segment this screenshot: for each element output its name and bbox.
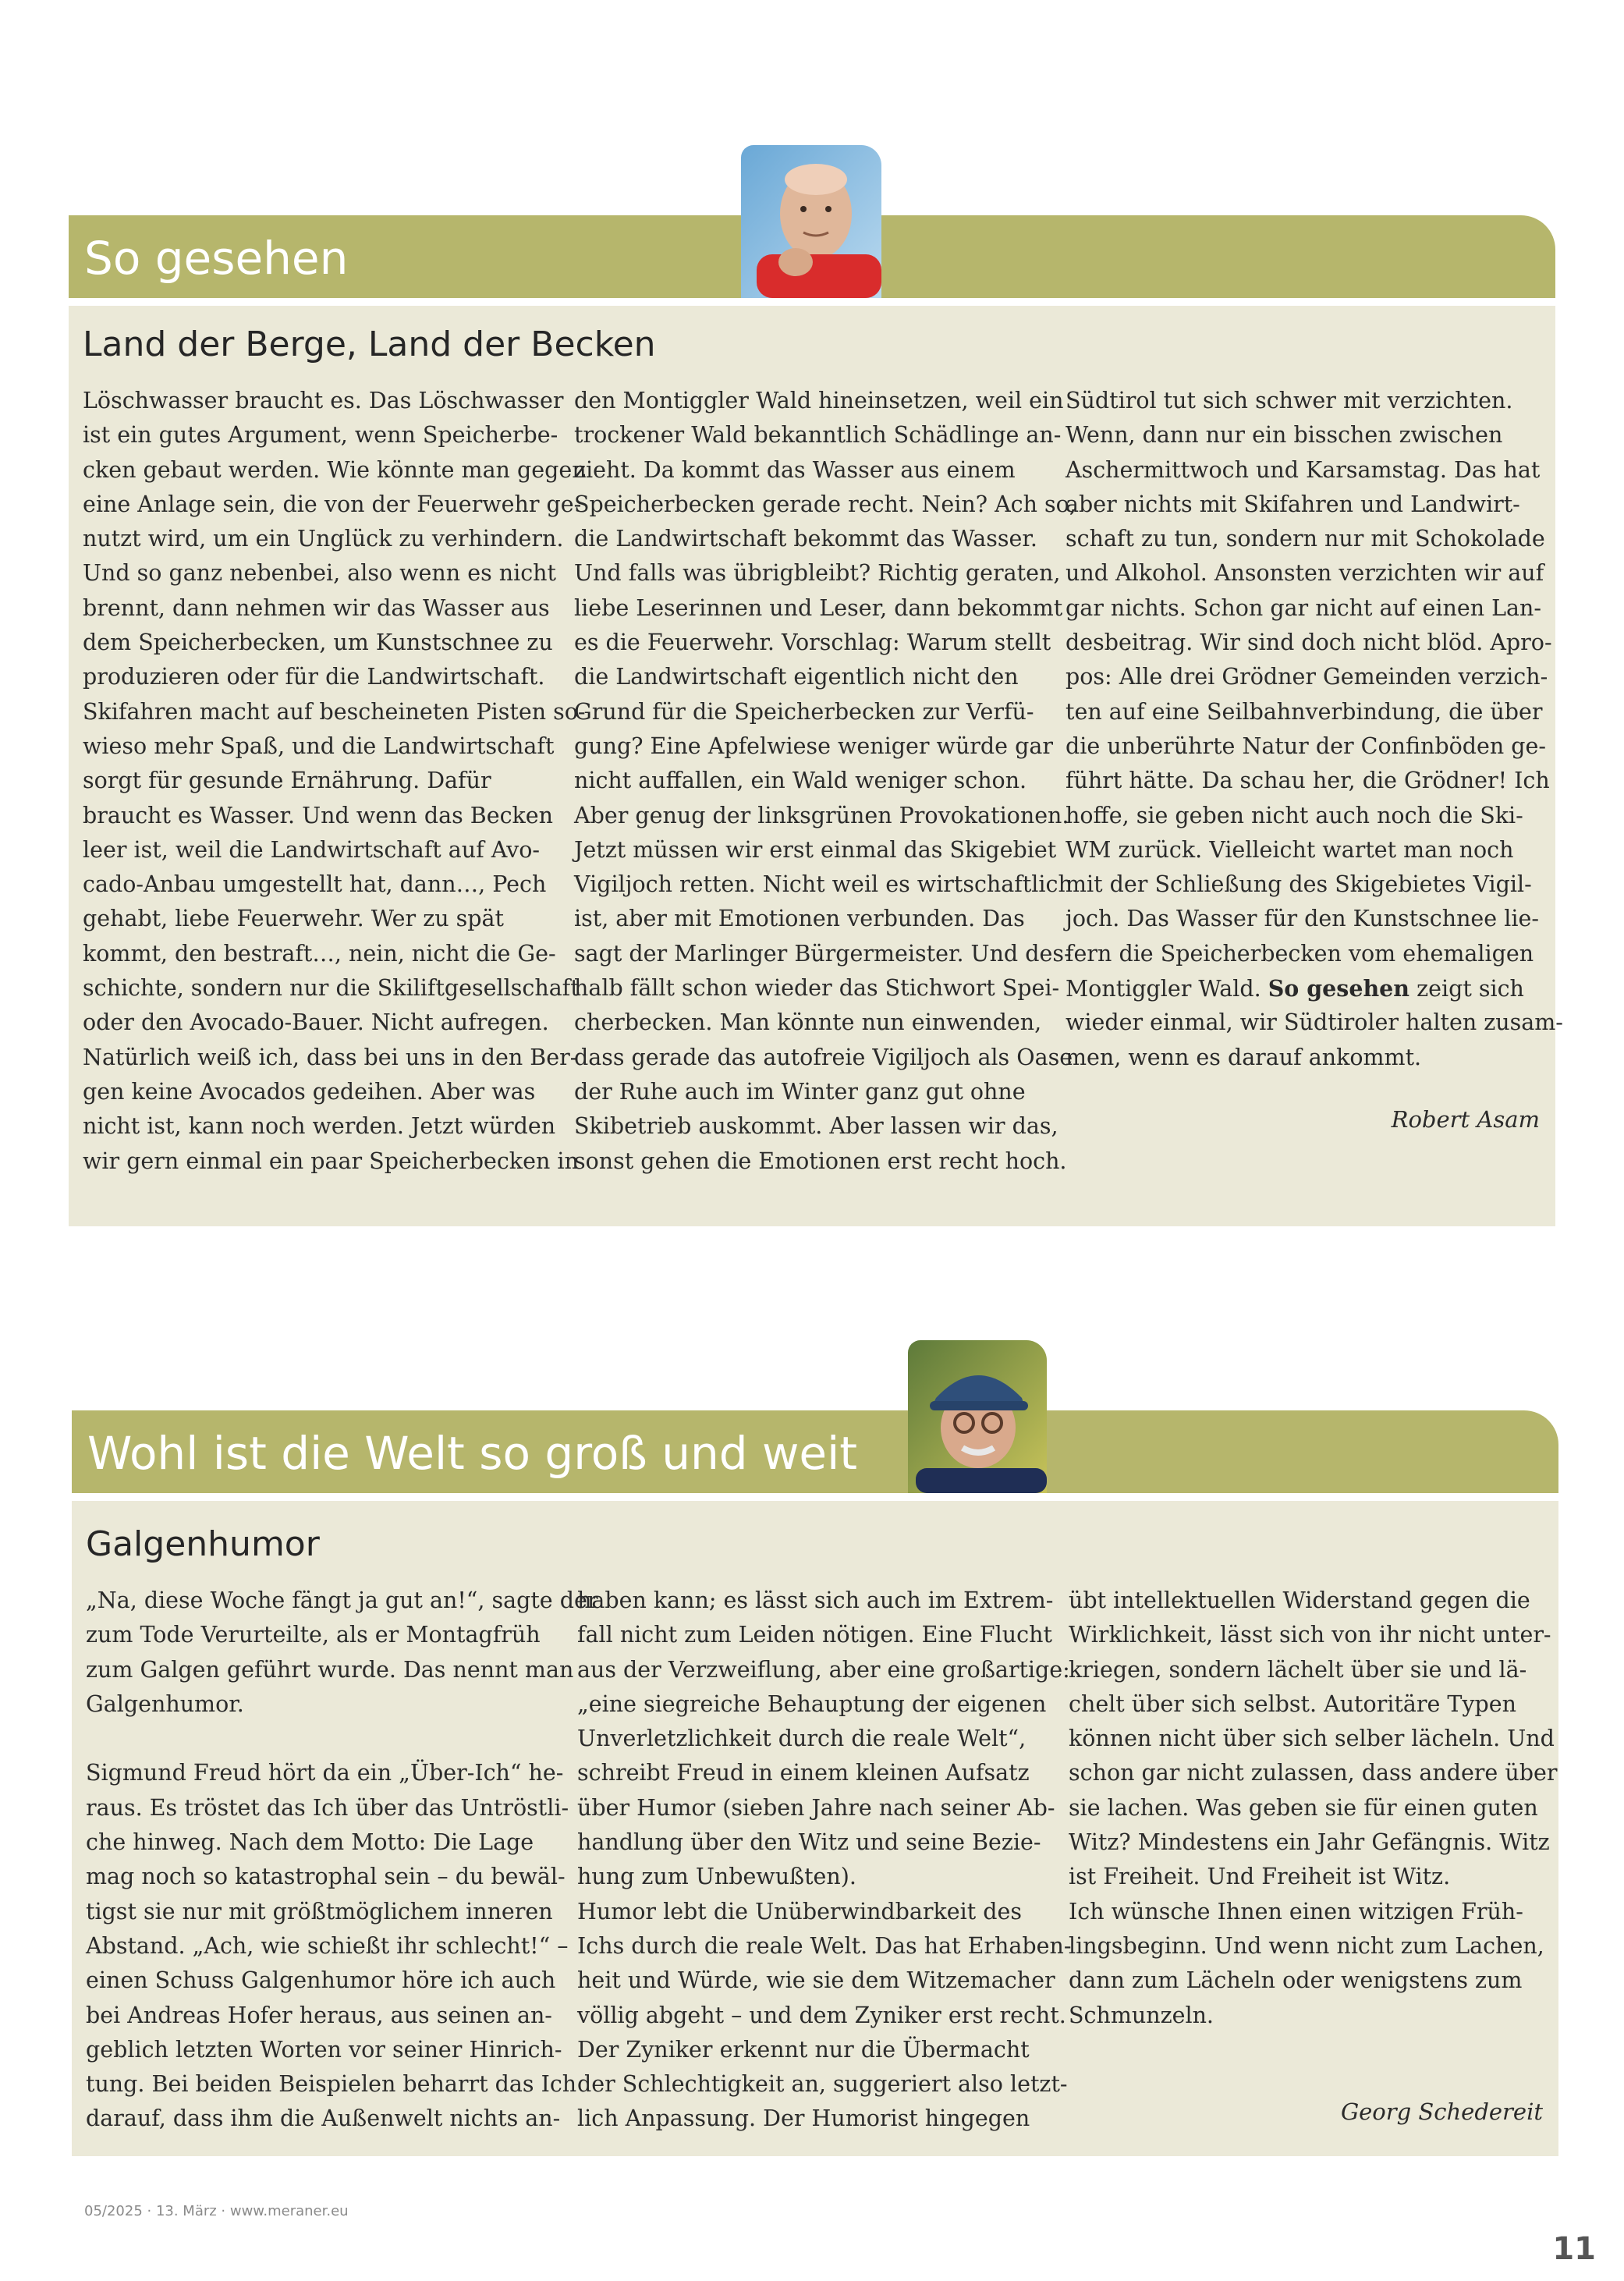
text-line: chelt über sich selbst. Autoritäre Typen <box>1069 1690 1516 1717</box>
text-fragment: Montiggler Wald. <box>1066 976 1268 1002</box>
text-line: es die Feuerwehr. Vorschlag: Warum stellt <box>574 630 1051 656</box>
text-line: Unverletzlichkeit durch die reale Welt“, <box>577 1726 1027 1752</box>
text-line: ten auf eine Seilbahnverbindung, die über <box>1066 698 1543 725</box>
text-line: che hinweg. Nach dem Motto: Die Lage <box>86 1829 534 1856</box>
text-line: sagt der Marlinger Bürgermeister. Und des- <box>574 940 1072 967</box>
text-line: fall nicht zum Leiden nötigen. Eine Flucht <box>577 1622 1052 1648</box>
text-line: cherbecken. Man könnte nun einwenden, <box>574 1009 1042 1036</box>
text-line: führt hätte. Da schau her, die Grödner! Ich <box>1066 768 1550 794</box>
text-line: schon gar nicht zulassen, dass andere über <box>1069 1760 1558 1786</box>
text-column-3 <box>1069 1584 1558 2033</box>
text-line: cado-Anbau umgestellt hat, dann…, Pech <box>83 871 547 898</box>
text-line: gehabt, liebe Feuerwehr. Wer zu spät <box>83 906 504 932</box>
text-line: fern die Speicherbecken vom ehemaligen <box>1066 940 1534 967</box>
text-line: Skifahren macht auf bescheineten Pisten so- <box>83 698 586 725</box>
author-name: Georg Schedereit <box>1340 2098 1543 2125</box>
text-line: men, wenn es darauf ankommt. <box>1066 1044 1422 1070</box>
text-line: sie lachen. Was geben sie für einen guten <box>1069 1794 1538 1821</box>
text-line: zum Galgen geführt wurde. Das nennt man <box>86 1656 574 1683</box>
text-line: kommt, den bestraft…, nein, nicht die Ge- <box>83 940 556 967</box>
text-line: tung. Bei beiden Beispielen beharrt das Ich <box>86 2071 577 2098</box>
text-line: die Landwirtschaft eigentlich nicht den <box>574 664 1019 690</box>
text-line: Wirklichkeit, lässt sich von ihr nicht unter- <box>1069 1622 1551 1648</box>
header-divider <box>72 1493 1558 1501</box>
text-line: oder den Avocado-Bauer. Nicht aufregen. <box>83 1009 549 1036</box>
text-line: wieder einmal, wir Südtiroler halten zusam- <box>1066 1009 1563 1036</box>
text-line: Speicherbecken gerade recht. Nein? Ach so, <box>574 491 1076 517</box>
article-headline: Land der Berge, Land der Becken <box>83 325 656 364</box>
text-line: joch. Das Wasser für den Kunstschnee lie- <box>1066 906 1539 932</box>
issue-info: 05/2025 · 13. März · www.meraner.eu <box>84 2203 349 2219</box>
text-line: liebe Leserinnen und Leser, dann bekommt <box>574 594 1063 621</box>
text-line: wir gern einmal ein paar Speicherbecken in <box>83 1148 579 1174</box>
text-line: kriegen, sondern lächelt über sie und lä- <box>1069 1656 1527 1683</box>
text-line: ist ein gutes Argument, wenn Speicherbe- <box>83 422 558 449</box>
text-line: Grund für die Speicherbecken zur Verfü- <box>574 698 1034 725</box>
text-line: ist Freiheit. Und Freiheit ist Witz. <box>1069 1864 1451 1890</box>
text-line: Und so ganz nebenbei, also wenn es nicht <box>83 560 556 587</box>
text-line: Aber genug der linksgrünen Provokationen. <box>574 802 1069 828</box>
text-column-3 <box>1066 384 1563 1075</box>
text-line: Wenn, dann nur ein bisschen zwischen <box>1066 422 1503 449</box>
text-line <box>86 1722 555 1756</box>
text-line: sonst gehen die Emotionen erst recht hoch. <box>574 1148 1067 1174</box>
text-line: Natürlich weiß ich, dass bei uns in den Ber- <box>83 1044 578 1070</box>
text-line: Abstand. „Ach, wie schießt ihr schlecht!“ – <box>86 1932 569 1959</box>
text-line: braucht es Wasser. Und wenn das Becken <box>83 802 554 828</box>
text-line: hoffe, sie geben nicht auch noch die Ski- <box>1066 802 1523 828</box>
text-column-1 <box>86 1584 598 2137</box>
text-line: Löschwasser braucht es. Das Löschwasser <box>83 388 564 413</box>
text-line: völlig abgeht – und dem Zyniker erst recht. <box>577 2002 1066 2028</box>
text-line: übt intellektuellen Widerstand gegen die <box>1069 1587 1530 1613</box>
text-line: Galgenhumor. <box>86 1690 244 1717</box>
author-photo <box>908 1340 1047 1493</box>
text-line: gar nichts. Schon gar nicht auf einen Lan- <box>1066 594 1542 621</box>
text-line: mit der Schließung des Skigebietes Vigil- <box>1066 871 1532 898</box>
text-line: Vigiljoch retten. Nicht weil es wirtschaftlich <box>574 871 1073 898</box>
text-column-1 <box>83 384 587 1179</box>
text-column-2 <box>574 384 1076 1179</box>
text-line: die Landwirtschaft bekommt das Wasser. <box>574 526 1037 552</box>
text-line: geblich letzten Worten vor seiner Hinrich- <box>86 2036 562 2063</box>
text-line: nutzt wird, um ein Unglück zu verhindern. <box>83 526 564 552</box>
text-line: lich Anpassung. Der Humorist hingegen <box>577 2105 1030 2132</box>
text-line: hung zum Unbewußten). <box>577 1864 856 1890</box>
text-line: haben kann; es lässt sich auch im Extrem- <box>577 1587 1054 1613</box>
text-line: und Alkohol. Ansonsten verzichten wir auf <box>1066 560 1544 587</box>
text-line: sorgt für gesunde Ernährung. Dafür <box>83 768 491 794</box>
text-line: nicht auffallen, ein Wald weniger schon. <box>574 768 1027 794</box>
column-name-emphasis: So gesehen <box>1268 975 1410 1002</box>
text-fragment: zeigt sich <box>1409 976 1524 1002</box>
text-line: bei Andreas Hofer heraus, aus seinen an- <box>86 2002 552 2028</box>
text-line: einen Schuss Galgenhumor höre ich auch <box>86 1967 556 1994</box>
text-line <box>1066 971 1535 1006</box>
text-line: Der Zyniker erkennt nur die Übermacht <box>577 2036 1030 2063</box>
text-line: dann zum Lächeln oder wenigstens zum <box>1069 1967 1523 1994</box>
text-line: die unberührte Natur der Confinböden ge- <box>1066 733 1547 759</box>
text-line: handlung über den Witz und seine Bezie- <box>577 1829 1041 1856</box>
text-line: zum Tode Verurteilte, als er Montagfrüh <box>86 1622 541 1648</box>
text-line: brennt, dann nehmen wir das Wasser aus <box>83 594 550 621</box>
text-line: mag noch so katastrophal sein – du bewäl- <box>86 1864 566 1890</box>
text-line: WM zurück. Vielleicht wartet man noch <box>1066 836 1514 863</box>
text-line: den Montiggler Wald hineinsetzen, weil ein <box>574 388 1064 413</box>
article-body <box>83 384 1563 1203</box>
text-line: Ich wünsche Ihnen einen witzigen Früh- <box>1069 1898 1523 1924</box>
author-photo <box>741 145 881 298</box>
text-line: Und falls was übrigbleibt? Richtig geraten, <box>574 560 1061 587</box>
text-line: Witz? Mindestens ein Jahr Gefängnis. Witz <box>1069 1829 1550 1856</box>
text-line: lingsbeginn. Und wenn nicht zum Lachen, <box>1069 1932 1544 1959</box>
text-line: eine Anlage sein, die von der Feuerwehr ge- <box>83 491 582 517</box>
text-line: wieso mehr Spaß, und die Landwirtschaft <box>83 733 555 759</box>
author-name: Robert Asam <box>1391 1106 1540 1133</box>
text-line: nicht ist, kann noch werden. Jetzt würden <box>83 1113 556 1140</box>
text-line: Skibetrieb auskommt. Aber lassen wir das, <box>574 1113 1058 1140</box>
text-line: ist, aber mit Emotionen verbunden. Das <box>574 906 1025 932</box>
text-line: aus der Verzweiflung, aber eine großartige: <box>577 1656 1070 1683</box>
text-line: Ichs durch die reale Welt. Das hat Erhaben- <box>577 1932 1072 1959</box>
text-line: trockener Wald bekanntlich Schädlinge an- <box>574 422 1062 449</box>
text-line: Schmunzeln. <box>1069 2002 1214 2028</box>
article-headline: Galgenhumor <box>86 1524 320 1564</box>
text-line: dem Speicherbecken, um Kunstschnee zu <box>83 630 553 656</box>
text-line: zieht. Da kommt das Wasser aus einem <box>574 456 1016 483</box>
text-line: dass gerade das autofreie Vigiljoch als Oase <box>574 1044 1073 1070</box>
article-body <box>86 1584 1558 2145</box>
text-line: über Humor (sieben Jahre nach seiner Ab- <box>577 1794 1055 1821</box>
text-line: schreibt Freud in einem kleinen Aufsatz <box>577 1760 1030 1786</box>
text-line: pos: Alle drei Grödner Gemeinden verzich- <box>1066 664 1548 690</box>
text-line: der Schlechtigkeit an, suggeriert also letzt- <box>577 2071 1068 2098</box>
text-line: Jetzt müssen wir erst einmal das Skigebiet <box>574 836 1057 863</box>
text-line: Sigmund Freud hört da ein „Über-Ich“ he- <box>86 1760 564 1786</box>
text-line: darauf, dass ihm die Außenwelt nichts an- <box>86 2105 561 2132</box>
text-line: leer ist, weil die Landwirtschaft auf Avo- <box>83 836 541 863</box>
text-line: Aschermittwoch und Karsamstag. Das hat <box>1066 456 1541 483</box>
text-line: „eine siegreiche Behauptung der eigenen <box>577 1690 1047 1717</box>
column-title: So gesehen <box>84 232 349 285</box>
text-line: raus. Es tröstet das Ich über das Untröstli- <box>86 1794 569 1821</box>
text-line: der Ruhe auch im Winter ganz gut ohne <box>574 1078 1026 1105</box>
text-line: gung? Eine Apfelwiese weniger würde gar <box>574 733 1053 759</box>
text-line: gen keine Avocados gedeihen. Aber was <box>83 1078 536 1105</box>
text-column-2 <box>577 1584 1072 2137</box>
text-line: können nicht über sich selber lächeln. Und <box>1069 1726 1555 1752</box>
text-line: produzieren oder für die Landwirtschaft. <box>83 664 545 690</box>
text-line: tigst sie nur mit größtmöglichem inneren <box>86 1898 553 1924</box>
text-line: desbeitrag. Wir sind doch nicht blöd. Apro- <box>1066 630 1552 656</box>
text-line: Südtirol tut sich schwer mit verzichten. <box>1066 388 1513 413</box>
text-line: heit und Würde, wie sie dem Witzemacher <box>577 1967 1055 1994</box>
text-line: schichte, sondern nur die Skiliftgesellschaft <box>83 975 580 1002</box>
header-divider <box>69 298 1555 306</box>
text-line: aber nichts mit Skifahren und Landwirt- <box>1066 491 1520 517</box>
text-line: „Na, diese Woche fängt ja gut an!“, sagte der <box>86 1587 598 1613</box>
text-line: Humor lebt die Unüberwindbarkeit des <box>577 1898 1023 1924</box>
column-title: Wohl ist die Welt so groß und weit <box>87 1427 857 1480</box>
text-line: halb fällt schon wieder das Stichwort Spei- <box>574 975 1060 1002</box>
text-line: cken gebaut werden. Wie könnte man gegen <box>83 456 587 483</box>
page-number: 11 <box>1552 2231 1596 2267</box>
text-line: schaft zu tun, sondern nur mit Schokolade <box>1066 526 1545 552</box>
